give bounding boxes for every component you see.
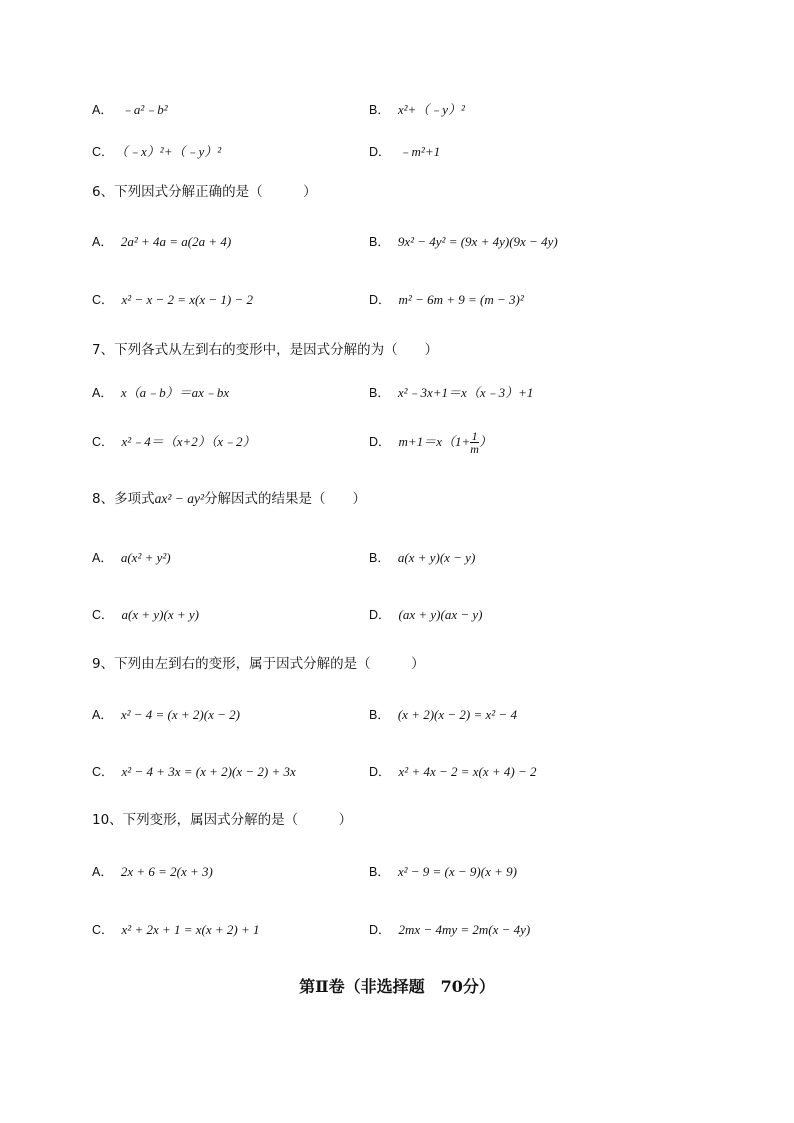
q8-option-b[interactable]: B． a(x + y)(x − y) [369, 550, 476, 565]
q9-stem: 9、下列由左到右的变形，属于因式分解的是（ ） [92, 656, 425, 672]
q8-option-a[interactable]: A． a(x² + y²) [92, 550, 171, 565]
q10-option-c[interactable]: C． x² + 2x + 1 = x(x + 2) + 1 [92, 922, 260, 937]
q5-option-c[interactable]: C． （﹣x）²+（﹣y）² [92, 144, 222, 159]
q5-options-row-2 [92, 140, 712, 164]
q6-options-row-1 [92, 230, 712, 254]
q8-options-row-1 [92, 546, 712, 570]
q6-option-d[interactable]: D． m² − 6m + 9 = (m − 3)² [369, 292, 524, 307]
section-title: 第Ⅱ卷（非选择题 70分） [299, 977, 495, 996]
q9-option-c[interactable]: C． x² − 4 + 3x = (x + 2)(x − 2) + 3x [92, 764, 296, 779]
q8-option-c[interactable]: C． a(x + y)(x + y) [92, 607, 199, 622]
q6-options-row-2 [92, 288, 712, 312]
q7-option-a[interactable]: A． x（a﹣b）＝ax﹣bx [92, 385, 230, 400]
q8-options-row-2 [92, 603, 712, 627]
q7-options-row-1 [92, 381, 712, 405]
q9-options-row-2 [92, 760, 712, 784]
q10-option-a[interactable]: A． 2x + 6 = 2(x + 3) [92, 864, 213, 879]
q5-options-row-1 [92, 98, 712, 122]
q9-option-a[interactable]: A． x² − 4 = (x + 2)(x − 2) [92, 707, 240, 722]
q7-option-c[interactable]: C． x²﹣4＝（x+2）（x﹣2） [92, 434, 256, 449]
q5-option-a[interactable]: A． ﹣a²﹣b² [92, 102, 168, 117]
q6-option-c[interactable]: C． x² − x − 2 = x(x − 1) − 2 [92, 292, 254, 307]
fraction-one-over-m: $\frac{1}{m}$ [470, 429, 479, 456]
q10-options-row-1 [92, 860, 712, 884]
q9-options-row-1 [92, 703, 712, 727]
q7-option-b[interactable]: B． x²﹣3x+1＝x（x﹣3）+1 [369, 385, 534, 400]
q5-option-b[interactable]: B． x²+（﹣y）² [369, 102, 465, 117]
q7-stem: 7、下列各式从左到右的变形中，是因式分解的为（ ） [92, 342, 439, 358]
q10-option-b[interactable]: B． x² − 9 = (x − 9)(x + 9) [369, 864, 517, 879]
q10-options-row-2 [92, 918, 712, 942]
q10-stem: 10、下列变形，属因式分解的是（ ） [92, 812, 353, 828]
q7-options-row-2 [92, 430, 712, 454]
q8-stem: 8、多项式ax² − ay²分解因式的结果是（ ） [92, 491, 367, 507]
q8-option-d[interactable]: D． (ax + y)(ax − y) [369, 607, 483, 622]
q9-option-b[interactable]: B． (x + 2)(x − 2) = x² − 4 [369, 707, 517, 722]
q5-option-d[interactable]: D． ﹣m²+1 [369, 144, 441, 159]
q10-option-d[interactable]: D． 2mx − 4my = 2m(x − 4y) [369, 922, 531, 937]
q6-stem: 6、下列因式分解正确的是（ ） [92, 184, 317, 200]
q6-option-b[interactable]: B． 9x² − 4y² = (9x + 4y)(9x − 4y) [369, 234, 558, 249]
q6-option-a[interactable]: A． 2a² + 4a = a(2a + 4) [92, 234, 232, 249]
q9-option-d[interactable]: D． x² + 4x − 2 = x(x + 4) − 2 [369, 764, 537, 779]
q7-option-d[interactable]: D． m+1＝x（1+ $\frac{1}{m}$ ） [369, 429, 492, 456]
